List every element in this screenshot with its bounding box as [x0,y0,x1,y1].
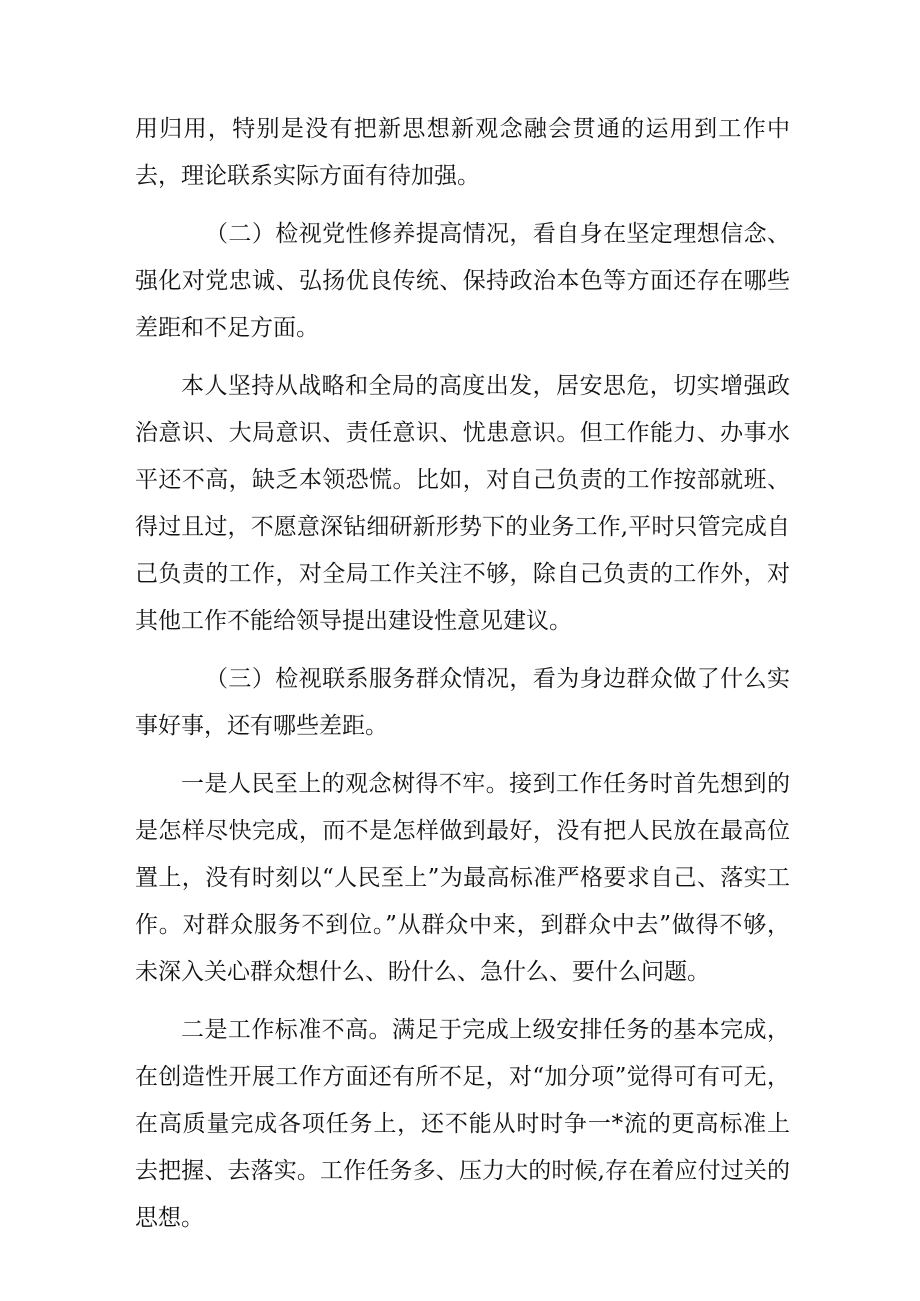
paragraph-people-first: 一是人民至上的观念树得不牢。接到工作任务时首先想到的是怎样尽快完成，而不是怎样做到最好，没有把人民放在最高位置上，没有时刻以“人民至上”为最高标准严格要求自己、落实工作。对群众服务不到位。”从群众中来，到群众中去”做得不够，未深入关心群众想什么、盼什么、急什么、要什么问题。 [135,771,790,985]
document-body [135,106,790,1253]
paragraph-party-spirit: 本人坚持从战略和全局的高度出发，居安思危，切实增强政治意识、大局意识、责任意识、忧患意识。但工作能力、办事水平还不高，缺乏本领恐慌。比如，对自己负责的工作按部就班、得过且过，不愿意深钻细研新形势下的业务工作,平时只管完成自己负责的工作，对全局工作关注不够，除自己负责的工作外，对其他工作不能给领导提出建设性意见建议。 [135,373,790,634]
section-heading-three: （三）检视联系服务群众情况，看为身边群众做了什么实事好事，还有哪些差距。 [135,666,790,739]
section-heading-two: （二）检视党性修养提高情况，看自身在坚定理想信念、强化对党忠诚、弘扬优良传统、保持政治本色等方面还存在哪些差距和不足方面。 [135,221,790,341]
paragraph-continuation: 用归用，特别是没有把新思想新观念融会贯通的运用到工作中去，理论联系实际方面有待加强。 [135,116,790,189]
paragraph-work-standards: 二是工作标准不高。满足于完成上级安排任务的基本完成，在创造性开展工作方面还有所不足，对“加分项”觉得可有可无，在高质量完成各项任务上，还不能从时时争一*流的更高标准上去把握、去落实。工作任务多、压力大的时候,存在着应付过关的思想。 [135,1017,790,1231]
